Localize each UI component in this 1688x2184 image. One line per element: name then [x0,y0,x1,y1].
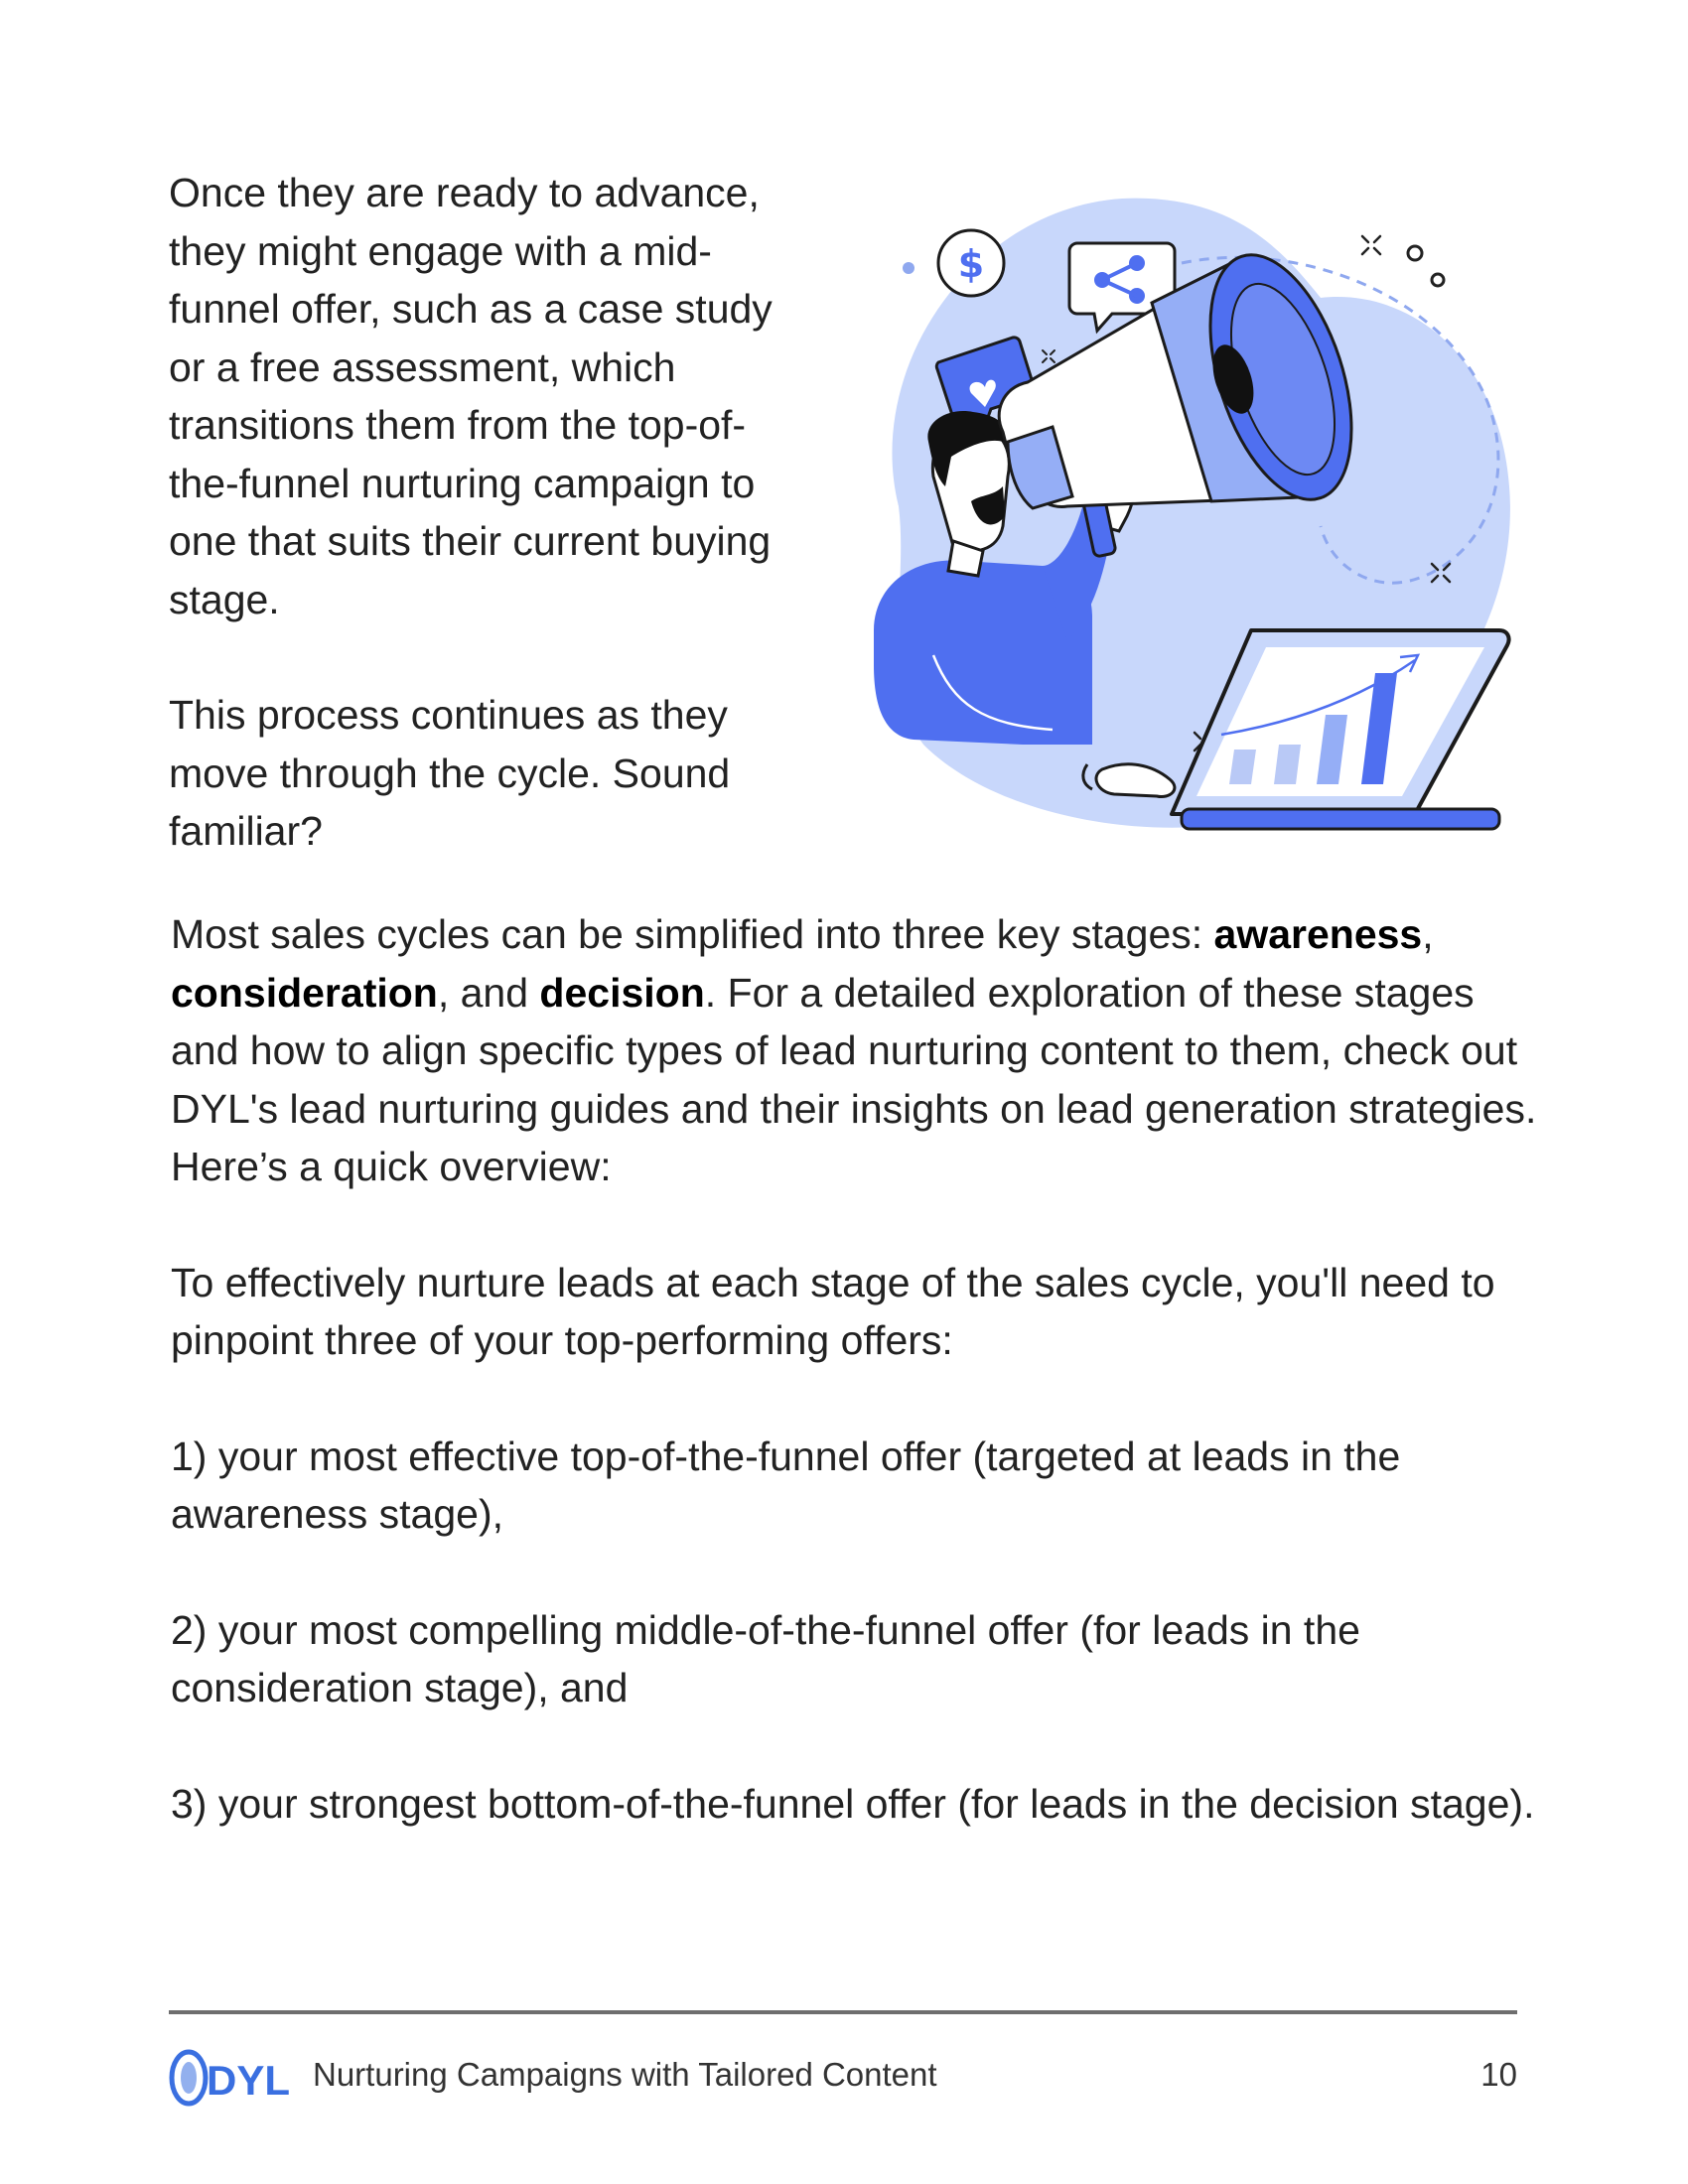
footer-divider [169,2010,1517,2014]
offer-item-3: 3) your strongest bottom-of-the-funnel offer (for leads in the decision stage). [171,1780,1535,1827]
megaphone-illustration [854,189,1529,844]
intro-text [169,164,804,861]
stage-separator: , and [437,969,540,1016]
dollar-icon [938,230,1004,296]
footer-title: Nurturing Campaigns with Tailored Content [313,2056,937,2093]
small-dot [903,262,914,274]
offer-item-2: 2) your most compelling middle-of-the-funnel offer (for leads in the consideration stage), and [171,1606,1360,1710]
svg-text:$: $ [957,242,985,286]
stage-awareness: awareness [1213,911,1423,957]
ring-2 [1432,274,1444,286]
stages-rest: . For a detailed exploration of these stages and how to align specific types of lead nurturing content to them, check out DYL's lead nurturing guides and their insights on lead generation strategies. Here’s a quick overview: [171,969,1537,1189]
intro-paragraph-2: This process continues as they move through the cycle. Sound familiar? [169,692,731,854]
offer-item-1: 1) your most effective top-of-the-funnel offer (targeted at leads in the awareness stage), [171,1433,1401,1537]
stages-intro: Most sales cycles can be simplified into three key stages: [171,911,1214,957]
stage-separator: , [1422,911,1434,957]
ring-1 [1408,246,1422,260]
stages-paragraph [171,905,1541,1196]
footer [169,2040,1517,2110]
page-number: 10 [1480,2056,1517,2093]
svg-text:DYL: DYL [207,2057,290,2104]
dyl-logo [169,2048,293,2108]
stage-decision: decision [539,969,705,1016]
body-text [171,905,1541,1833]
intro-paragraph-1: Once they are ready to advance, they might engage with a mid-funnel offer, such as a case study or a free assessment, which transitions them from the top-of-the-funnel nurturing campaign to one that suits their current buying stage. [169,170,773,622]
stage-consideration: consideration [171,969,438,1016]
pinpoint-paragraph: To effectively nurture leads at each stage of the sales cycle, you'll need to pinpoint three of your top-performing offers: [171,1259,1495,1363]
sparkle-1 [1362,236,1380,254]
